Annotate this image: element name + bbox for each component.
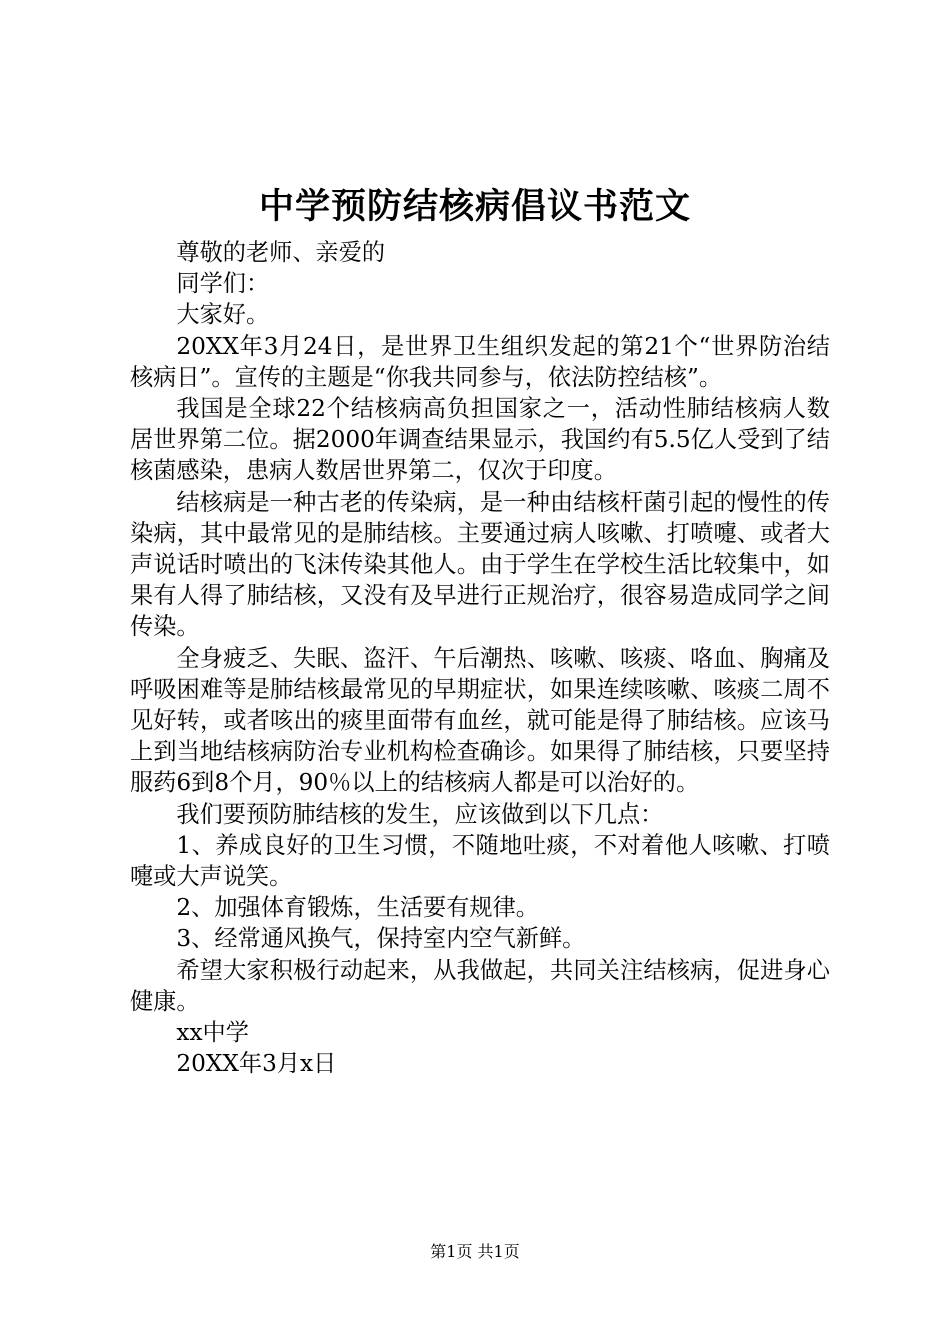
paragraph: 我们要预防肺结核的发生，应该做到以下几点： xyxy=(176,800,664,828)
page-footer: 第1页 共1页 xyxy=(430,1242,520,1261)
greeting-line-2: 同学们： xyxy=(176,270,270,298)
document-title: 中学预防结核病倡议书范文 xyxy=(258,186,691,227)
paragraph: 20XX年3月24日，是世界卫生组织发起的第21个“世界防治结核病日”。宣传的主题是“你我共同参与，依法防控结核”。 xyxy=(130,332,830,391)
document-body xyxy=(130,237,830,1079)
signature-org: xx中学 xyxy=(176,1019,249,1047)
paragraph: 我国是全球22个结核病高负担国家之一，活动性肺结核病人数居世界第二位。据2000年调查结果显示，我国约有5.5亿人受到了结核菌感染，患病人数居世界第二，仅次于印度。 xyxy=(130,395,830,485)
greeting-line-1: 尊敬的老师、亲爱的 xyxy=(176,239,386,266)
paragraph: 结核病是一种古老的传染病，是一种由结核杆菌引起的慢性的传染病，其中最常见的是肺结核。主要通过病人咳嗽、打喷嚏、或者大声说话时喷出的飞沫传染其他人。由于学生在学校生活比较集中，如果有人得了肺结核，又没有及早进行正规治疗，很容易造成同学之间传染。 xyxy=(130,488,830,641)
list-item: 1、养成良好的卫生习惯，不随地吐痰，不对着他人咳嗽、打喷嚏或大声说笑。 xyxy=(130,831,830,891)
paragraph: 希望大家积极行动起来，从我做起，共同关注结核病，促进身心健康。 xyxy=(130,956,830,1015)
list-item: 2、加强体育锻炼，生活要有规律。 xyxy=(176,894,539,922)
greeting-line-3: 大家好。 xyxy=(176,301,270,329)
paragraph: 全身疲乏、失眠、盗汗、午后潮热、咳嗽、咳痰、咯血、胸痛及呼吸困难等是肺结核最常见的早期症状，如果连续咳嗽、咳痰二周不见好转，或者咳出的痰里面带有血丝，就可能是得了肺结核。应该马上到当地结核病防治专业机构检查确诊。如果得了肺结核，只要坚持服药6到8个月，90％以上的结核病人都是可以治好的。 xyxy=(130,644,830,797)
list-item: 3、经常通风换气，保持室内空气新鲜。 xyxy=(176,925,586,953)
signature-date: 20XX年3月x日 xyxy=(176,1050,337,1078)
